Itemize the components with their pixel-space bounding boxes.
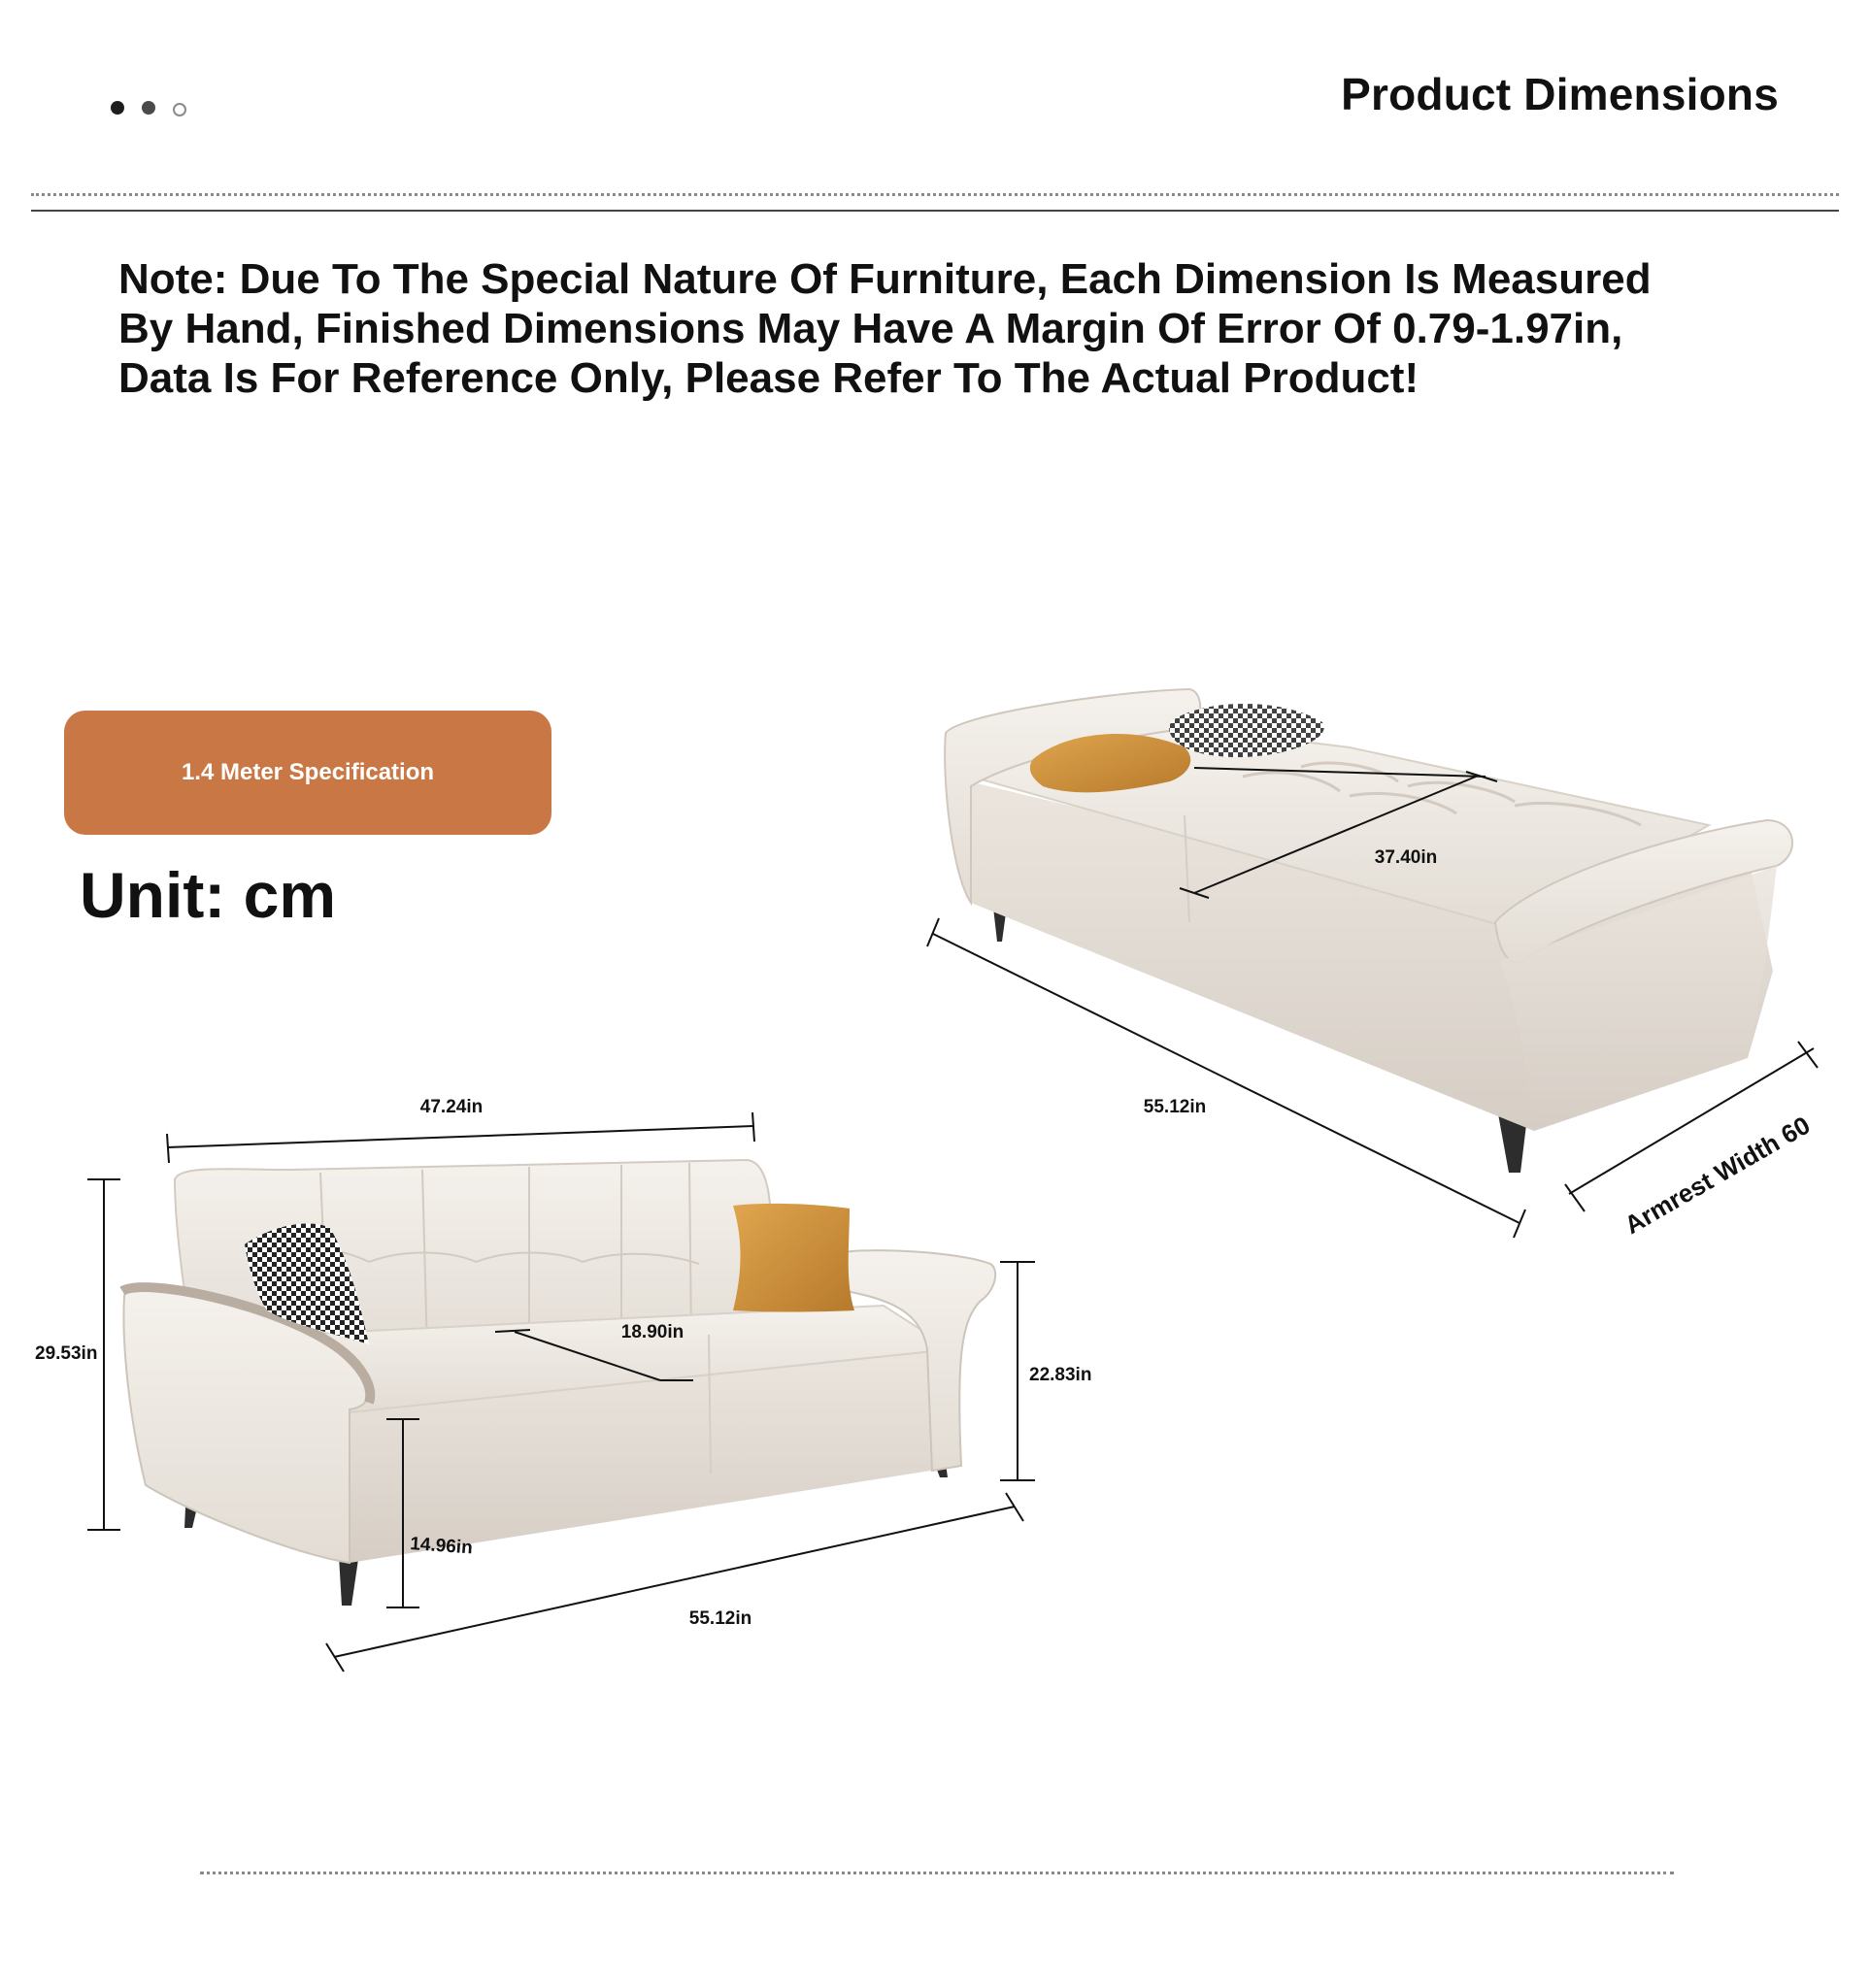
note-line-2: By Hand, Finished Dimensions May Have A Margin Of Error Of 0.79-1.97in,: [118, 305, 1623, 352]
bed-seat-depth-label: 37.40in: [1374, 847, 1438, 868]
note-line-1: Note: Due To The Special Nature Of Furniture, Each Dimension Is Measured: [118, 255, 1652, 303]
sofa-arm-height-label: 22.83in: [1029, 1365, 1092, 1385]
sofa-back-width-label: 47.24in: [419, 1097, 484, 1117]
bed-length-label: 55.12in: [1143, 1097, 1207, 1117]
bed-armrest-label: Armrest Width 60: [1620, 1110, 1816, 1241]
dotted-divider-bottom: [200, 1872, 1674, 1874]
sofa-bed-illustration: [945, 689, 1792, 1173]
page-title: Product Dimensions: [1341, 69, 1779, 119]
unit-label: Unit: cm: [80, 859, 336, 931]
spec-button-label: 1.4 Meter Specification: [181, 759, 435, 785]
sofa-seat-height-label: 14.96in: [409, 1534, 474, 1559]
sofa-pillow-gold: [733, 1204, 854, 1312]
sofa-back-width-line: [167, 1126, 753, 1147]
sofa-length-label: 55.12in: [688, 1608, 752, 1629]
sofa-seat-depth-label: 18.90in: [620, 1322, 685, 1342]
sofa-height-label: 29.53in: [35, 1343, 98, 1364]
sofa-illustration: [122, 1160, 995, 1606]
note-line-3: Data Is For Reference Only, Please Refer To The Actual Product!: [118, 354, 1419, 402]
